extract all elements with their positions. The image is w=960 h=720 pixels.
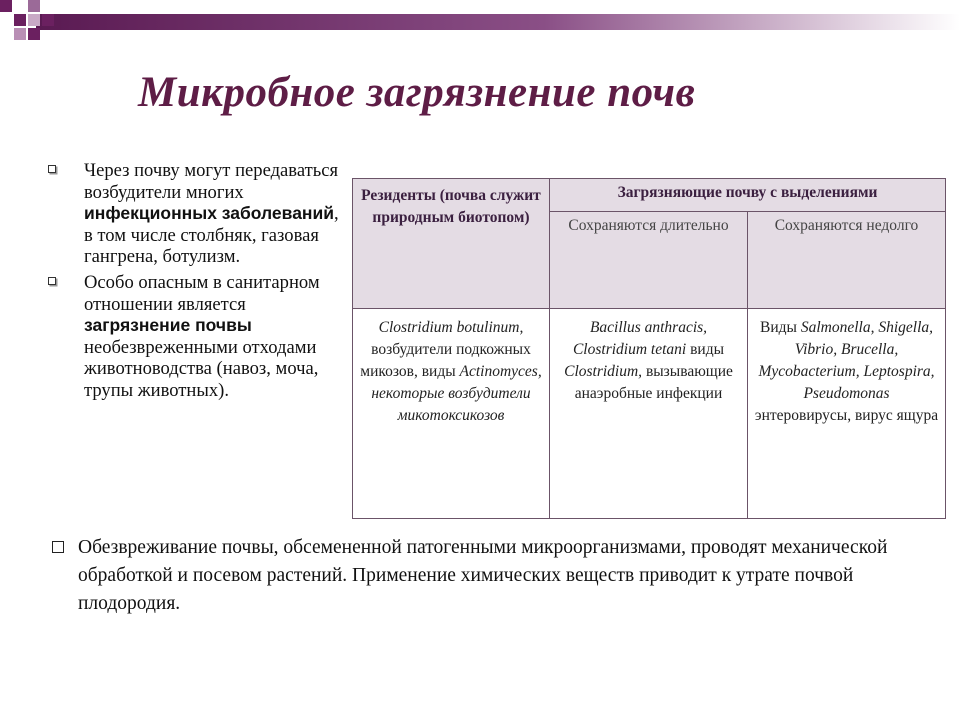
decorative-header-band [0, 0, 960, 50]
list-item: Особо опасным в санитарном отношении является загрязнение почвы необезвреженными отходами животноводства (навоз, моча, трупы животных). [48, 272, 348, 402]
square-bullet-icon [48, 277, 56, 285]
table-cell-residents: Clostridium botulinum, возбудители подкожных микозов, виды Actinomyces, некоторые возбудители микотоксикозов [353, 309, 550, 519]
polluting-header: Загрязняющие почву с выделениями [550, 179, 946, 212]
left-bullet-list [48, 160, 348, 406]
list-item: Через почву могут передаваться возбудители многих инфекционных заболеваний, в том числе столбняк, газовая гангрена, ботулизм. [48, 160, 348, 268]
subheader-short: Сохраняются недолго [748, 212, 946, 309]
subheader-long: Сохраняются длительно [550, 212, 748, 309]
table-cell-long: Bacillus anthracis, Clostridium tetani виды Clostridium, вызывающие анаэробные инфекции [550, 309, 748, 519]
bottom-note: Обезвреживание почвы, обсемененной патогенными микроорганизмами, проводят механической обработкой и посевом растений. Применение химических веществ приводит к утрате почвой плодородия. [52, 534, 912, 618]
checkbox-bullet-icon [52, 541, 64, 553]
residents-header: Резиденты (почва служит природным биотопом) [353, 179, 550, 309]
table-cell-short: Виды Salmonella, Shigella, Vibrio, Brucella, Mycobacterium, Leptospira, Pseudomonas энтеровирусы, вирус ящура [748, 309, 946, 519]
microbe-table [352, 178, 946, 519]
page-title: Микробное загрязнение почв [138, 69, 696, 116]
square-bullet-icon [48, 165, 56, 173]
